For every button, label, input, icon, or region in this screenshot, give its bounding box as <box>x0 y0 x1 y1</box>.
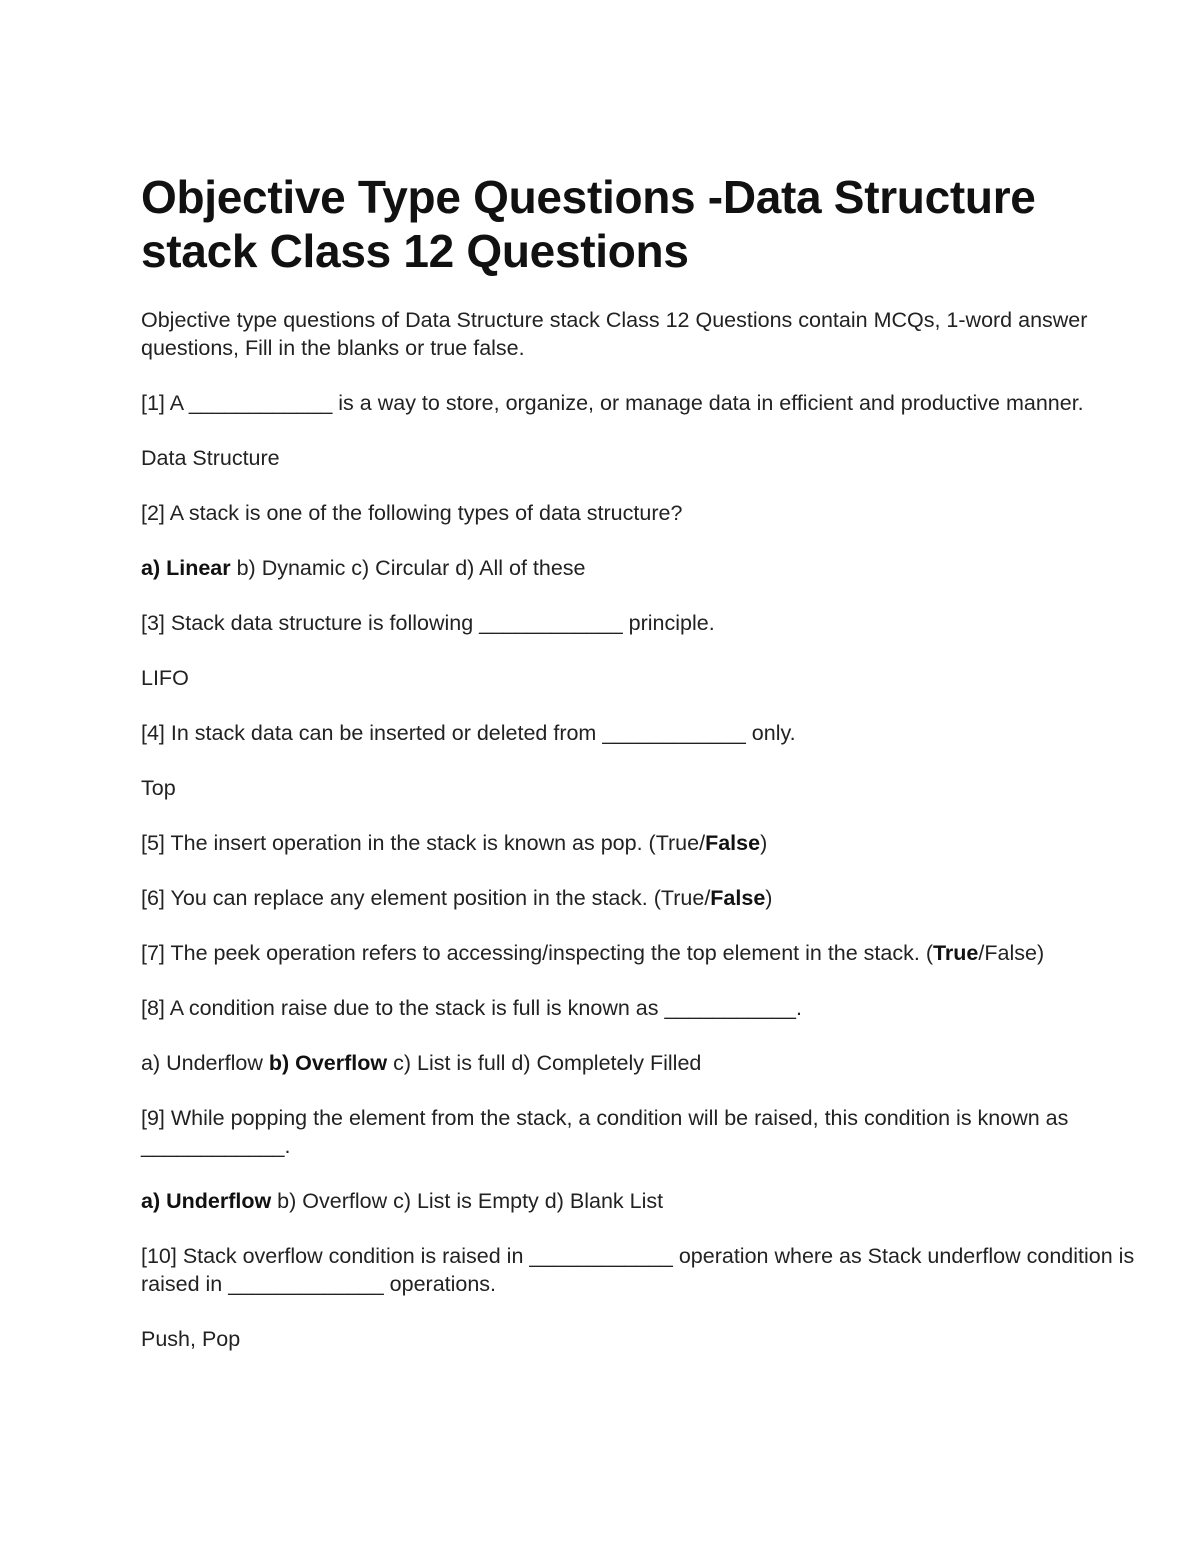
question-suffix: ) <box>765 886 773 910</box>
correct-option: a) Underflow <box>141 1189 272 1213</box>
answer-10: Push, Pop <box>141 1327 241 1351</box>
other-options: c) List is full d) Completely Filled <box>387 1051 702 1075</box>
options-9 <box>141 1187 1141 1215</box>
intro-paragraph: Objective type questions of Data Structure stack Class 12 Questions contain MCQs, 1-word answer questions, Fill in the blanks or true false. <box>141 308 1094 360</box>
answer-4: Top <box>141 776 176 800</box>
answer-3: LIFO <box>141 666 189 690</box>
correct-answer: True <box>932 941 979 965</box>
document-page <box>141 170 1141 1380</box>
question-2: [2] A stack is one of the following types of data structure? <box>141 501 683 525</box>
question-text: [6] You can replace any element position in the stack. (True/ <box>141 886 711 910</box>
option-a: a) Underflow <box>141 1051 269 1075</box>
options-2 <box>141 554 1141 582</box>
question-suffix: ) <box>760 831 768 855</box>
question-3: [3] Stack data structure is following ____________ principle. <box>141 611 715 635</box>
question-8: [8] A condition raise due to the stack is full is known as ___________. <box>141 996 802 1020</box>
correct-answer: False <box>705 831 761 855</box>
correct-option: a) Linear <box>141 556 231 580</box>
question-suffix: /False) <box>978 941 1045 965</box>
options-8 <box>141 1049 1141 1077</box>
correct-answer: False <box>710 886 766 910</box>
question-6 <box>141 884 1141 912</box>
other-options: b) Overflow c) List is Empty d) Blank List <box>271 1189 664 1213</box>
question-7 <box>141 939 1141 967</box>
question-1: [1] A ____________ is a way to store, organize, or manage data in efficient and productive manner. <box>141 391 1084 415</box>
answer-1: Data Structure <box>141 446 280 470</box>
question-9: [9] While popping the element from the stack, a condition will be raised, this condition is known as ____________. <box>141 1106 1075 1158</box>
question-text: [5] The insert operation in the stack is known as pop. (True/ <box>141 831 706 855</box>
other-options: b) Dynamic c) Circular d) All of these <box>230 556 586 580</box>
question-5 <box>141 829 1141 857</box>
question-4: [4] In stack data can be inserted or deleted from ____________ only. <box>141 721 796 745</box>
question-10: [10] Stack overflow condition is raised in ____________ operation where as Stack underflow condition is raised in _____________ operations. <box>141 1244 1141 1296</box>
question-text: [7] The peek operation refers to accessing/inspecting the top element in the stack. ( <box>141 941 933 965</box>
correct-option: b) Overflow <box>268 1051 388 1075</box>
page-title: Objective Type Questions -Data Structure stack Class 12 Questions <box>141 171 1036 277</box>
